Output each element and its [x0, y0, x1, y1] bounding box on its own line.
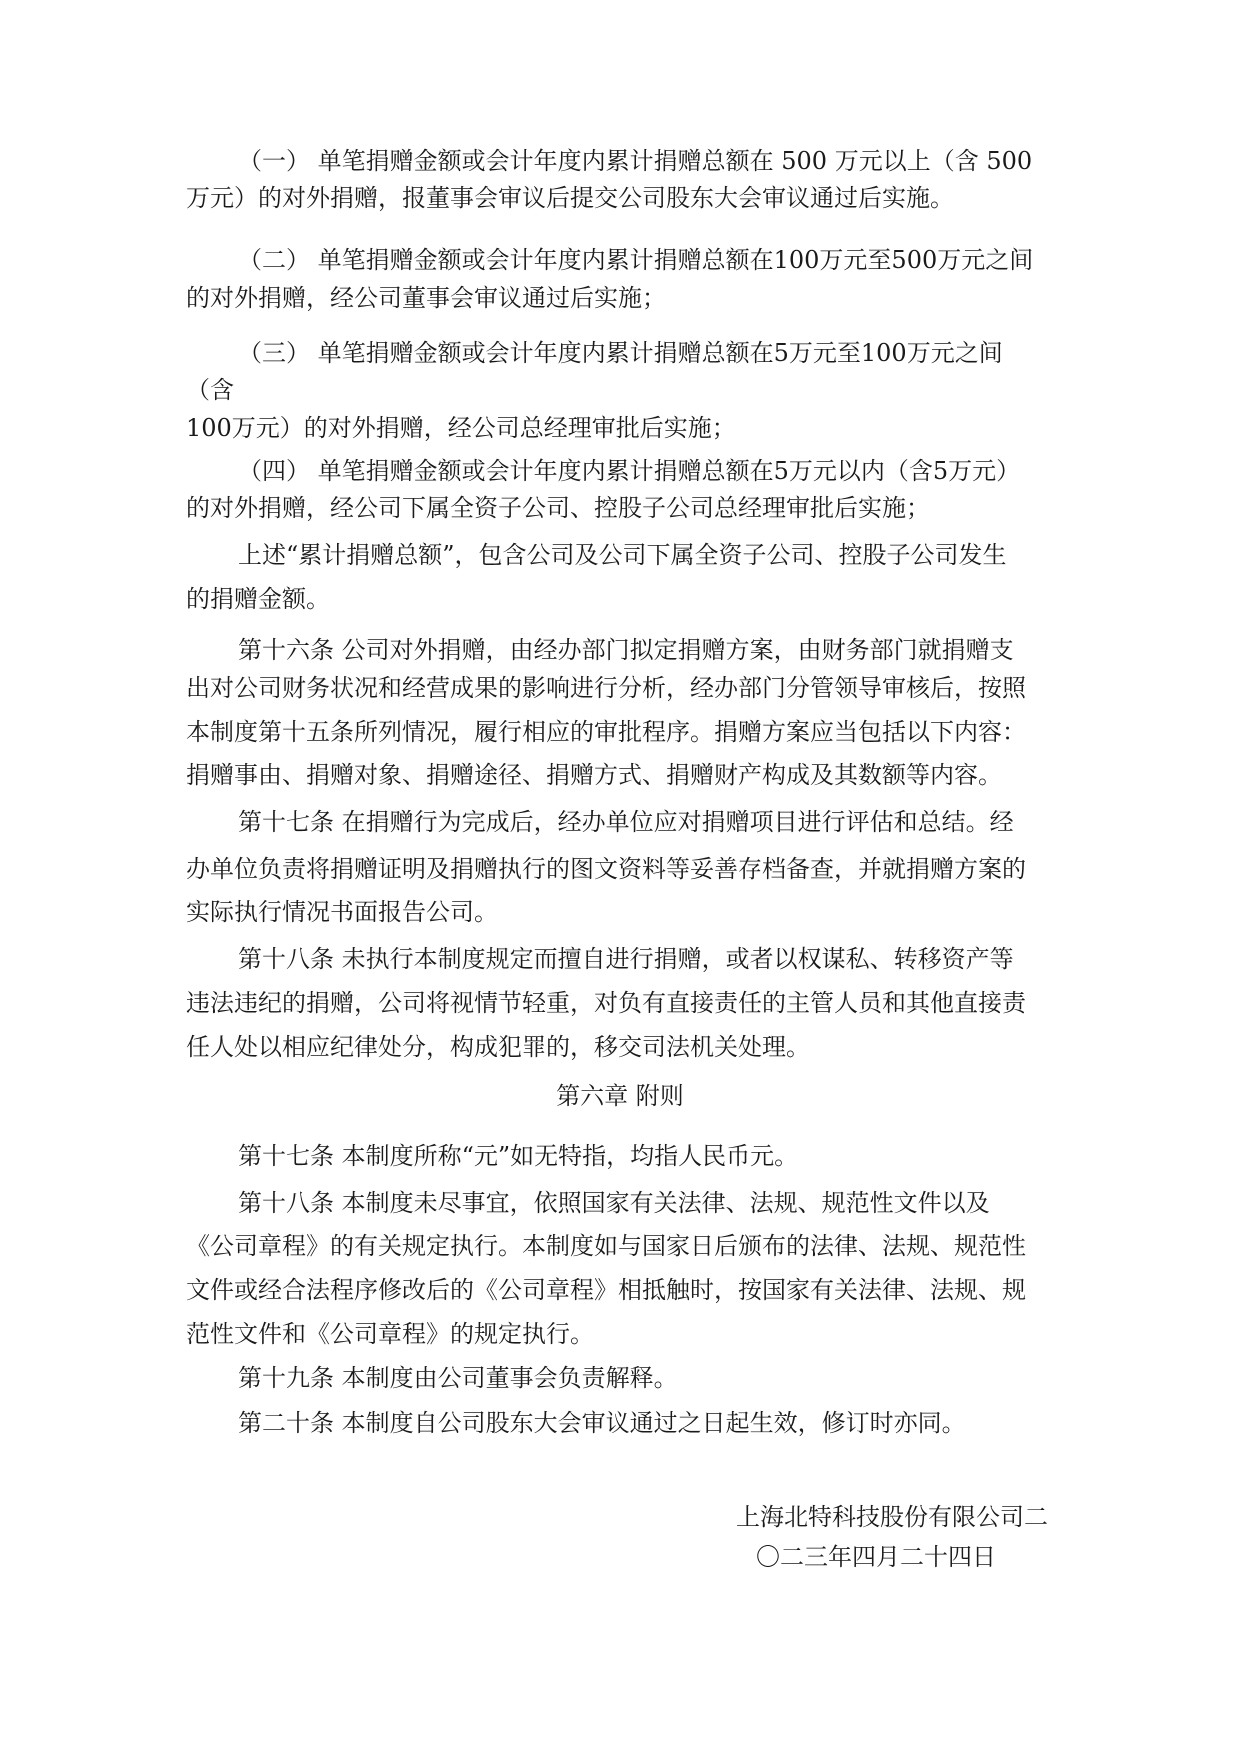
- para-2-line-2: 的对外捐赠，经公司董事会审议通过后实施；: [186, 284, 666, 312]
- para-6-line-1: 第十六条 公司对外捐赠，由经办部门拟定捐赠方案，由财务部门就捐赠支: [238, 636, 1014, 664]
- para-6-line-2: 出对公司财务状况和经营成果的影响进行分析，经办部门分管领导审核后，按照: [186, 674, 1026, 702]
- appendix-para-2-line-2: 《公司章程》的有关规定执行。本制度如与国家日后颁布的法律、法规、规范性: [186, 1232, 1026, 1260]
- para-3-line-1: （三） 单笔捐赠金额或会计年度内累计捐赠总额在5万元至100万元之间: [238, 339, 1003, 367]
- para-1-line-1: （一） 单笔捐赠金额或会计年度内累计捐赠总额在 500 万元以上（含 500: [238, 147, 1033, 175]
- para-6-line-3: 本制度第十五条所列情况，履行相应的审批程序。捐赠方案应当包括以下内容：: [186, 718, 1026, 746]
- para-8-line-2: 违法违纪的捐赠，公司将视情节轻重，对负有直接责任的主管人员和其他直接责: [186, 989, 1026, 1017]
- para-6-line-4: 捐赠事由、捐赠对象、捐赠途径、捐赠方式、捐赠财产构成及其数额等内容。: [186, 761, 1002, 789]
- para-8-line-3: 任人处以相应纪律处分，构成犯罪的，移交司法机关处理。: [186, 1033, 810, 1061]
- para-3-line-3: 100万元）的对外捐赠，经公司总经理审批后实施；: [186, 414, 736, 442]
- para-4-line-2: 的对外捐赠，经公司下属全资子公司、控股子公司总经理审批后实施；: [186, 494, 930, 522]
- appendix-para-2-line-3: 文件或经合法程序修改后的《公司章程》相抵触时，按国家有关法律、法规、规: [186, 1276, 1026, 1304]
- signature-company-line: 上海北特科技股份有限公司二: [736, 1503, 1048, 1531]
- chapter-heading: 第六章 附则: [556, 1082, 684, 1110]
- appendix-para-3-line-1: 第十九条 本制度由公司董事会负责解释。: [238, 1364, 678, 1392]
- appendix-para-4-line-1: 第二十条 本制度自公司股东大会审议通过之日起生效，修订时亦同。: [238, 1409, 966, 1437]
- appendix-para-1-line-1: 第十七条 本制度所称“元”如无特指，均指人民币元。: [238, 1142, 799, 1170]
- appendix-para-2-line-1: 第十八条 本制度未尽事宜，依照国家有关法律、法规、规范性文件以及: [238, 1189, 990, 1217]
- signature-date-line: 〇二三年四月二十四日: [756, 1543, 996, 1571]
- para-5-line-1: 上述“累计捐赠总额”，包含公司及公司下属全资子公司、控股子公司发生: [238, 541, 1007, 569]
- para-7-line-3: 实际执行情况书面报告公司。: [186, 898, 498, 926]
- para-4-line-1: （四） 单笔捐赠金额或会计年度内累计捐赠总额在5万元以内（含5万元）: [238, 457, 1021, 485]
- para-3-line-2: （含: [186, 376, 234, 404]
- para-2-line-1: （二） 单笔捐赠金额或会计年度内累计捐赠总额在100万元至500万元之间: [238, 246, 1034, 274]
- para-7-line-1: 第十七条 在捐赠行为完成后，经办单位应对捐赠项目进行评估和总结。经: [238, 808, 1014, 836]
- para-8-line-1: 第十八条 未执行本制度规定而擅自进行捐赠，或者以权谋私、转移资产等: [238, 945, 1014, 973]
- para-7-line-2: 办单位负责将捐赠证明及捐赠执行的图文资料等妥善存档备查，并就捐赠方案的: [186, 855, 1026, 883]
- para-1-line-2: 万元）的对外捐赠，报董事会审议后提交公司股东大会审议通过后实施。: [186, 184, 954, 212]
- para-5-line-2: 的捐赠金额。: [186, 585, 330, 613]
- appendix-para-2-line-4: 范性文件和《公司章程》的规定执行。: [186, 1320, 594, 1348]
